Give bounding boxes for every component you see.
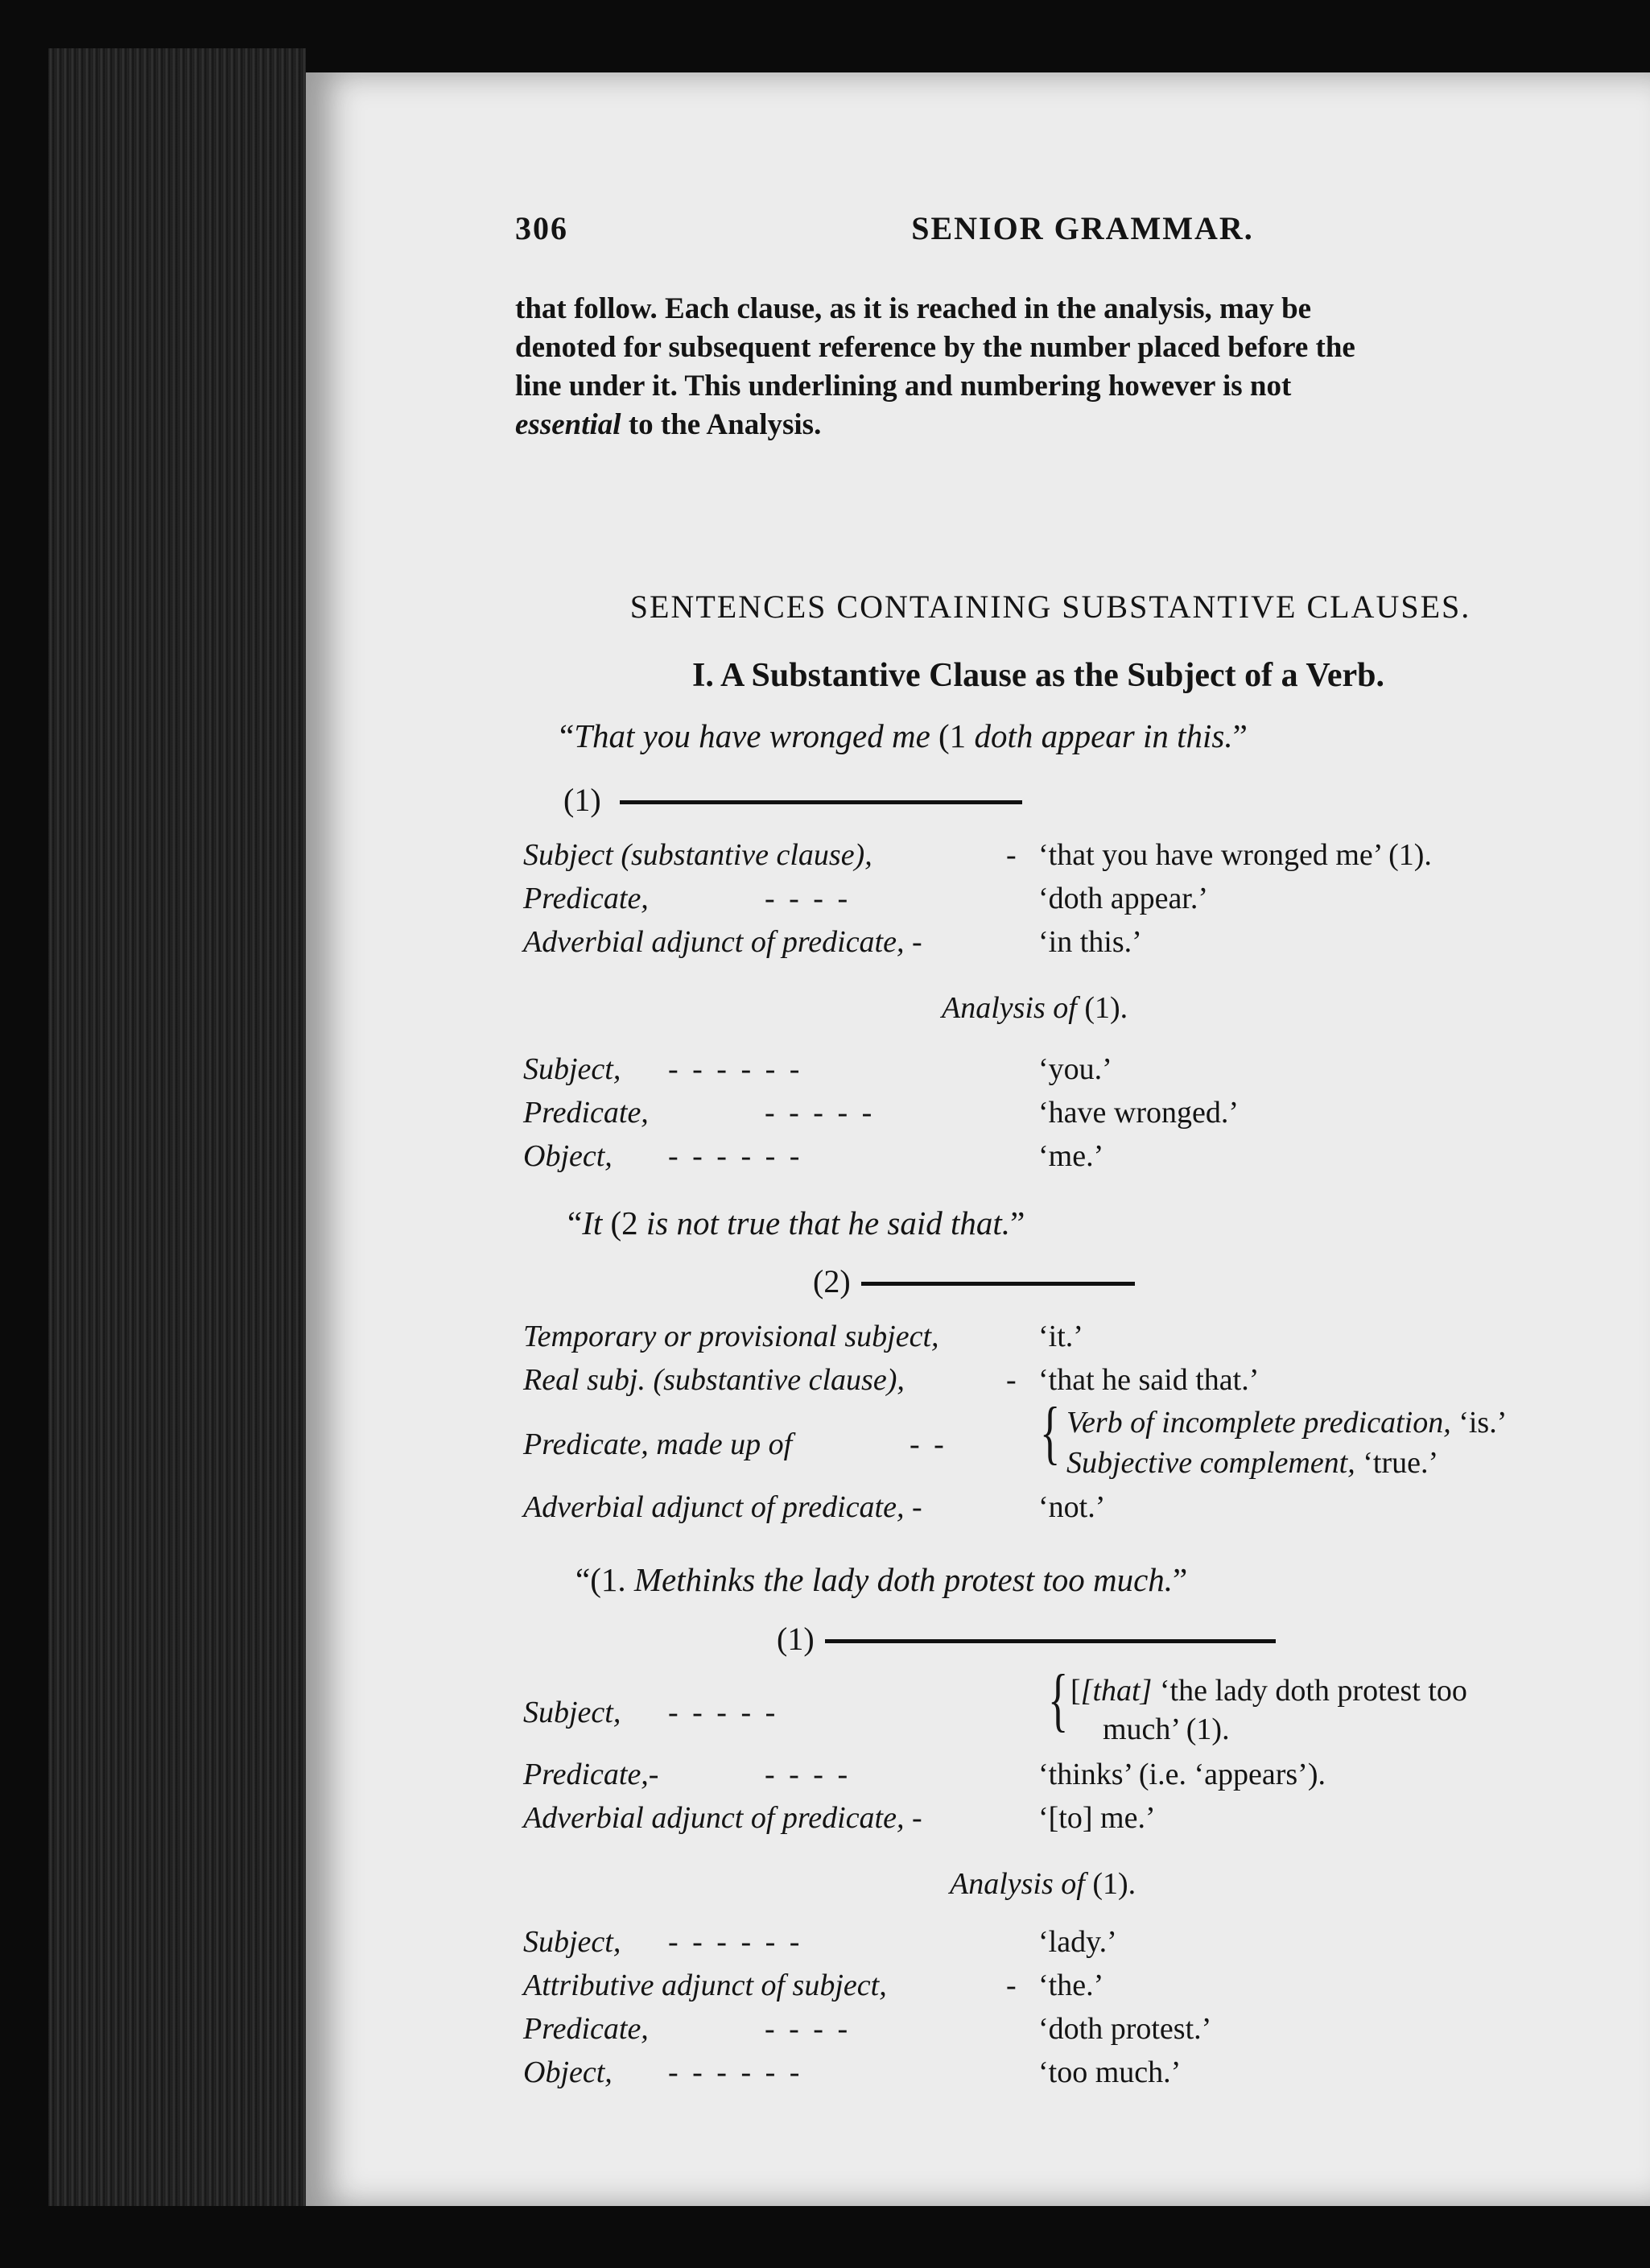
curly-brace: { bbox=[1040, 1394, 1061, 1472]
analysis-row: Object, - - - - - - ‘too much.’ bbox=[523, 2055, 1182, 2089]
analysis-row: Temporary or provisional subject, ‘it.’ bbox=[523, 1320, 1083, 1353]
analysis-row: Predicate, - - - - ‘doth appear.’ bbox=[523, 882, 1209, 915]
running-title: SENIOR GRAMMAR. bbox=[911, 210, 1254, 246]
intro-line: line under it. This underlining and numbering however is not bbox=[515, 370, 1292, 403]
book-spine-edge bbox=[48, 48, 306, 2206]
clause-underline-1 bbox=[620, 800, 1022, 804]
analysis-row: Predicate, - - - - - ‘have wronged.’ bbox=[523, 1096, 1240, 1130]
clause-marker-3: (1) bbox=[777, 1621, 815, 1657]
analysis-row: Predicate, made up of - - bbox=[523, 1427, 947, 1461]
clause-marker-2: (2) bbox=[813, 1263, 851, 1299]
example-3-quote: “(1. Methinks the lady doth protest too much.” bbox=[575, 1561, 1188, 1598]
book-page bbox=[306, 72, 1650, 2206]
clause-underline-2 bbox=[861, 1282, 1135, 1286]
analysis-row: Predicate,- - - - - ‘thinks’ (i.e. ‘appears’). bbox=[523, 1758, 1326, 1791]
example-1-quote: “That you have wronged me (1 doth appear in this.” bbox=[559, 717, 1248, 754]
intro-line: denoted for subsequent reference by the number placed before the bbox=[515, 331, 1355, 364]
section-title: SENTENCES CONTAINING SUBSTANTIVE CLAUSES. bbox=[629, 589, 1471, 625]
example-2-quote: “It (2 is not true that he said that.” bbox=[567, 1204, 1025, 1241]
intro-line: that follow. Each clause, as it is reached in the analysis, may be bbox=[515, 292, 1312, 325]
analysis-row: Subject (substantive clause), - ‘that you have wronged me’ (1). bbox=[523, 838, 1432, 872]
analysis-row: Subject, - - - - - - ‘lady.’ bbox=[523, 1925, 1117, 1959]
analysis-row: Object, - - - - - - ‘me.’ bbox=[523, 1139, 1104, 1173]
predicate-part: Subjective complement, ‘true.’ bbox=[1066, 1446, 1439, 1480]
analysis-row: Adverbial adjunct of predicate, - ‘not.’ bbox=[523, 1490, 1106, 1524]
analysis-row: Subject, - - - - - bbox=[523, 1696, 779, 1729]
clause-underline-3 bbox=[825, 1639, 1276, 1643]
subsection-title: I. A Substantive Clause as the Subject of a Verb. bbox=[692, 657, 1384, 694]
intro-emphasis: essential bbox=[515, 408, 621, 441]
predicate-part: Verb of incomplete predication, ‘is.’ bbox=[1066, 1406, 1508, 1440]
analysis-row: Predicate, - - - - ‘doth protest.’ bbox=[523, 2012, 1212, 2046]
analysis-row: Real subj. (substantive clause), - ‘that he said that.’ bbox=[523, 1363, 1260, 1397]
analysis-heading: Analysis of (1). bbox=[950, 1867, 1136, 1901]
clause-marker-1: (1) bbox=[563, 782, 601, 818]
intro-paragraph bbox=[515, 290, 1590, 444]
analysis-row: Adverbial adjunct of predicate, - ‘[to] me.’ bbox=[523, 1801, 1156, 1835]
analysis-row: Subject, - - - - - - ‘you.’ bbox=[523, 1052, 1112, 1086]
analysis-heading: Analysis of (1). bbox=[942, 991, 1128, 1025]
analysis-row: Adverbial adjunct of predicate, - ‘in this.’ bbox=[523, 925, 1142, 959]
subject-value: [[that] ‘the lady doth protest too bbox=[1070, 1674, 1467, 1708]
analysis-row: Attributive adjunct of subject, - ‘the.’ bbox=[523, 1968, 1104, 2002]
page-number: 306 bbox=[515, 210, 568, 246]
intro-line: essential to the Analysis. bbox=[515, 408, 822, 441]
curly-brace: { bbox=[1048, 1661, 1069, 1739]
subject-value: much’ (1). bbox=[1103, 1712, 1230, 1746]
